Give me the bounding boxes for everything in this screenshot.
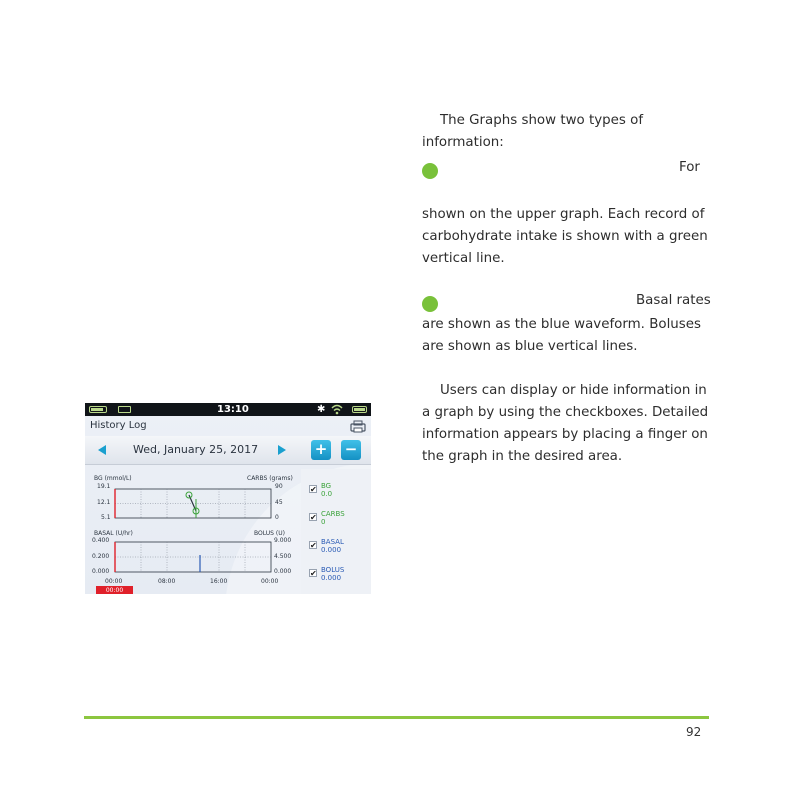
bullet2-tail: Basal rates — [636, 293, 711, 308]
pump-screenshot — [85, 403, 371, 594]
bg-tick: 12.1 — [97, 499, 111, 506]
bolus-checkbox[interactable]: ✔ — [310, 569, 317, 578]
zoom-out-button[interactable]: − — [341, 440, 361, 460]
intro-text: The Graphs show two types of information: — [422, 113, 644, 150]
x-tick: 08:00 — [158, 578, 176, 585]
intro-paragraph — [422, 110, 714, 154]
basal-checkbox[interactable]: ✔ — [310, 541, 317, 550]
basal-legend-label: BASAL — [321, 538, 344, 546]
bolus-axis-label: BOLUS (U) — [254, 530, 285, 537]
date-label: Wed, January 25, 2017 — [133, 443, 259, 456]
x-tick: 00:00 — [261, 578, 279, 585]
bolus-tick: 4.500 — [274, 553, 292, 560]
basal-legend-value: 0.000 — [321, 546, 342, 554]
basal-tick: 0.400 — [92, 537, 110, 544]
green-bullet-icon — [422, 296, 438, 312]
carbs-tick: 45 — [275, 499, 283, 506]
legend-panel — [301, 469, 371, 594]
carbs-legend-value: 0 — [321, 518, 326, 526]
carbs-tick: 90 — [275, 483, 283, 490]
carbs-tick: 0 — [275, 514, 279, 521]
basal-tick: 0.000 — [92, 568, 110, 575]
basal-axis-label: BASAL (U/hr) — [94, 530, 133, 537]
cursor-time-badge: 00:00 — [96, 586, 133, 594]
bg-legend-value: 0.0 — [321, 490, 333, 498]
bg-checkbox[interactable]: ✔ — [310, 485, 317, 494]
footer-rule — [84, 716, 709, 719]
bolus-legend-value: 0.000 — [321, 574, 342, 582]
carbs-checkbox[interactable]: ✔ — [310, 513, 317, 522]
bullet1-tail: For — [679, 160, 700, 175]
basal-tick: 0.200 — [92, 553, 110, 560]
bg-tick: 19.1 — [97, 483, 111, 490]
bluetooth-icon: ✱ — [317, 404, 326, 415]
bg-tick: 5.1 — [101, 514, 111, 521]
upper-graph-paragraph: shown on the upper graph. Each record of carbohydrate intake is shown with a green vertical line. — [422, 207, 708, 266]
carbs-axis-label: CARBS (grams) — [247, 475, 293, 482]
status-time: 13:10 — [217, 404, 249, 415]
lower-graph[interactable] — [115, 542, 271, 572]
page-number: 92 — [686, 725, 702, 739]
carbs-legend-label: CARBS — [321, 510, 345, 518]
bolus-tick: 9.000 — [274, 537, 292, 544]
checkbox-text: Users can display or hide information in a graph by using the checkboxes. Detailed information appears by placing a finger on the graph in the desired area. — [422, 383, 709, 464]
bg-axis-label: BG (mmol/L) — [94, 475, 132, 482]
green-bullet-icon — [422, 163, 438, 179]
screen-title: History Log — [90, 420, 147, 431]
bolus-tick: 0.000 — [274, 568, 292, 575]
x-tick: 00:00 — [105, 578, 123, 585]
upper-graph[interactable] — [115, 489, 271, 518]
checkbox-paragraph — [422, 380, 714, 468]
bolus-legend-label: BOLUS — [321, 566, 345, 574]
zoom-in-button[interactable]: + — [311, 440, 331, 460]
bg-legend-label: BG — [321, 482, 332, 490]
lower-graph-paragraph: are shown as the blue waveform. Boluses are shown as blue vertical lines. — [422, 317, 701, 354]
x-tick: 16:00 — [210, 578, 228, 585]
